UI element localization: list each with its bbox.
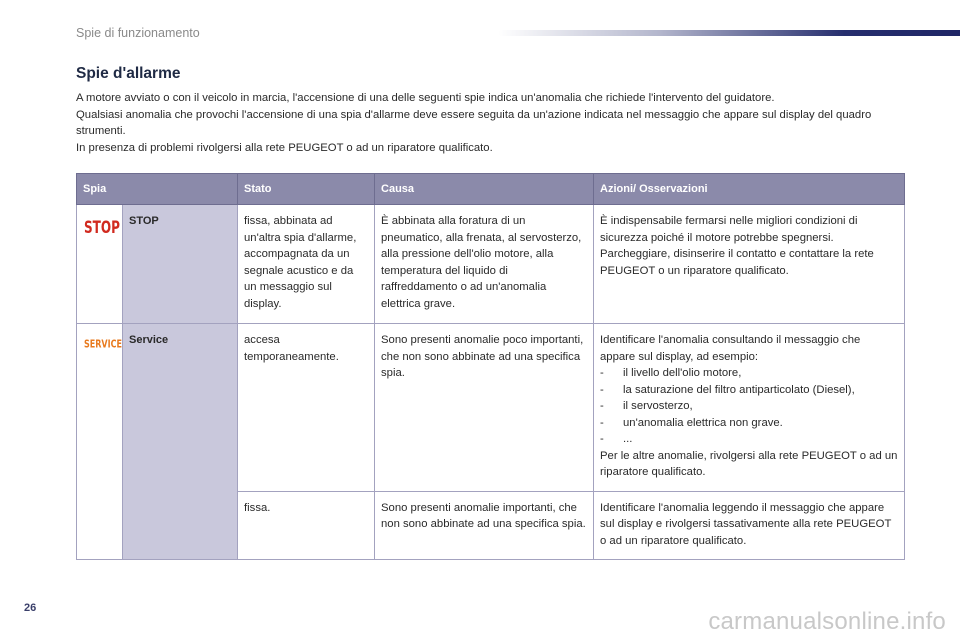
azioni-list [600, 365, 898, 448]
azioni-cell: È indispensabile fermarsi nelle migliori condizioni di sicurezza poiché il motore potrebbe spegnersi. Parcheggiare, disinserire il contatto e contattare la rete PEUGEOT o un riparatore qualificato. [594, 205, 905, 324]
header-spia: Spia [77, 174, 238, 205]
dash-mark: - [600, 400, 604, 412]
causa-cell: Sono presenti anomalie importanti, che non sono abbinate ad una specifica spia. [375, 491, 594, 560]
table-header-row [77, 174, 905, 205]
causa-cell: Sono presenti anomalie poco importanti, che non sono abbinate ad una specifica spia. [375, 324, 594, 492]
azioni-intro: Identificare l'anomalia consultando il messaggio che appare sul display, ad esempio: [600, 334, 861, 363]
section-title: Spie d'allarme [76, 65, 181, 82]
intro-paragraph-2: Qualsiasi anomalia che provochi l'accensione di una spia d'allarme deve essere seguita da un'azione indicata nel messaggio che appare sul display del quadro strumenti. [76, 108, 872, 137]
list-item-text: il livello dell'olio motore, [623, 367, 742, 379]
header-stato: Stato [238, 174, 375, 205]
list-item-text: il servosterzo, [623, 400, 693, 412]
service-icon-text: SERVICE [84, 337, 122, 351]
watermark: carmanualsonline.info [708, 608, 946, 635]
service-icon-cell [77, 324, 123, 560]
stop-icon-text: STOP [84, 218, 120, 238]
warning-lamps-table [76, 173, 905, 560]
intro-text [76, 90, 916, 156]
list-item-text: la saturazione del filtro antiparticolato (Diesel), [623, 383, 855, 396]
spia-name-service: Service [123, 324, 238, 560]
list-item-text: un'anomalia elettrica non grave. [623, 416, 783, 429]
intro-paragraph-3: In presenza di problemi rivolgersi alla rete PEUGEOT o ad un riparatore qualificato. [76, 141, 493, 154]
causa-cell: È abbinata alla foratura di un pneumatico, alla frenata, al servosterzo, alla pressione dell'olio motore, alla temperatura del liquido di raffreddamento o ad un'anomalia elettrica grave. [375, 205, 594, 324]
running-header: Spie di funzionamento [76, 26, 200, 40]
list-item [600, 415, 898, 432]
list-item-text: ... [623, 433, 633, 445]
table-row [77, 324, 905, 492]
dash-mark: - [600, 416, 604, 429]
azioni-outro: Per le altre anomalie, rivolgersi alla rete PEUGEOT o ad un riparatore qualificato. [600, 449, 898, 478]
page-number: 26 [24, 602, 37, 614]
list-item [600, 382, 898, 399]
dash-mark: - [600, 433, 604, 445]
spia-name-stop: STOP [123, 205, 238, 324]
intro-paragraph-1: A motore avviato o con il veicolo in marcia, l'accensione di una delle seguenti spie indica un'anomalia che richiede l'intervento del guidatore. [76, 92, 775, 104]
list-item [600, 398, 898, 415]
stop-icon-cell [77, 205, 123, 324]
stato-cell: accesa temporaneamente. [238, 324, 375, 492]
stato-cell: fissa, abbinata ad un'altra spia d'allarme, accompagnata da un segnale acustico e da un messaggio sul display. [238, 205, 375, 324]
dash-mark: - [600, 383, 604, 396]
azioni-cell: Identificare l'anomalia leggendo il messaggio che appare sul display e rivolgersi tassativamente alla rete PEUGEOT o ad un riparatore qualificato. [594, 491, 905, 560]
service-icon [83, 336, 123, 350]
list-item [600, 431, 898, 448]
header-azioni: Azioni/ Osservazioni [594, 174, 905, 205]
header-causa: Causa [375, 174, 594, 205]
dash-mark: - [600, 367, 604, 379]
list-item [600, 365, 898, 382]
stop-icon [83, 213, 121, 237]
header-gradient-bar [498, 30, 960, 36]
table-row [77, 205, 905, 324]
azioni-cell [594, 324, 905, 492]
stato-cell: fissa. [238, 491, 375, 560]
